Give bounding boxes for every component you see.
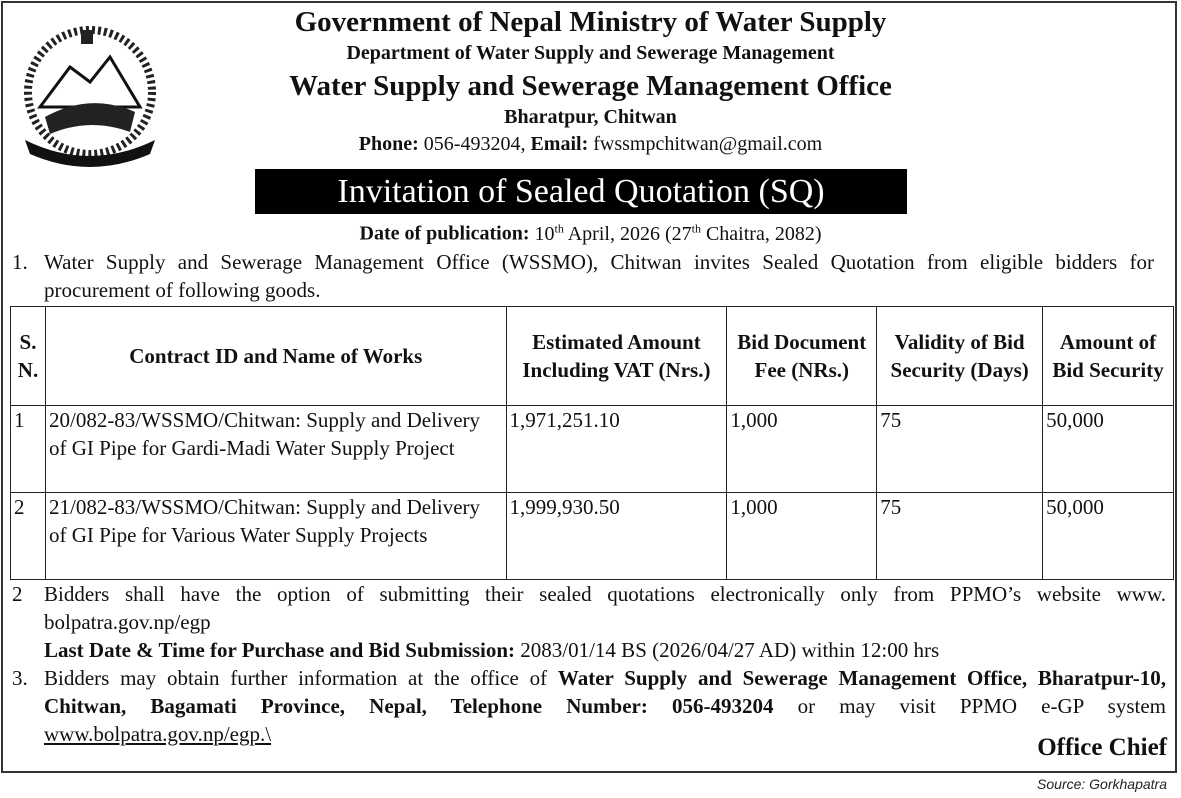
table-row	[11, 493, 1174, 580]
cell-fee: 1,000	[727, 406, 877, 493]
col-bid-security: Amount of Bid Security	[1043, 307, 1174, 406]
np-date: Chaitra, 2082)	[700, 222, 822, 245]
phone-label: Phone:	[358, 133, 419, 155]
publication-date	[0, 221, 1181, 246]
para2-text: Bidders shall have the option of submitting their sealed quotations electronically only from PPMO’s website www. bolpatra.gov.np/egp	[44, 582, 1166, 634]
cell-amount: 1,999,930.50	[506, 493, 727, 580]
para1-text: Water Supply and Sewerage Management Office (WSSMO), Chitwan invites Sealed Quotation from eligible bidders for procurement of following goods.	[44, 250, 1154, 302]
table-header-row	[11, 307, 1174, 406]
col-bid-fee: Bid Document Fee (NRs.)	[727, 307, 877, 406]
table-row	[11, 406, 1174, 493]
signature-office-chief: Office Chief	[1037, 734, 1167, 761]
para2-number: 2	[12, 582, 23, 606]
notice-banner: Invitation of Sealed Quotation (SQ)	[255, 169, 907, 214]
source-credit: Source: Gorkhapatra	[1037, 776, 1167, 792]
col-estimated-amount: Estimated Amount Including VAT (Nrs.)	[506, 307, 727, 406]
contracts-table	[10, 306, 1174, 580]
cell-security: 50,000	[1043, 493, 1174, 580]
deadline-value: 2083/01/14 BS (2026/04/27 AD) within 12:00 hrs	[515, 638, 940, 662]
email-label: Email:	[530, 133, 589, 155]
date-label: Date of publication:	[359, 222, 530, 245]
ministry-title: Government of Nepal Ministry of Water Supply	[294, 6, 887, 38]
col-contract: Contract ID and Name of Works	[45, 307, 506, 406]
department-title: Department of Water Supply and Sewerage Management	[346, 42, 835, 64]
col-validity: Validity of Bid Security (Days)	[877, 307, 1043, 406]
date-day: 10	[529, 222, 555, 245]
egp-link[interactable]: www.bolpatra.gov.np/egp.\	[44, 722, 272, 746]
date-month-year: April, 2026 (27	[563, 222, 692, 245]
deadline-line	[44, 636, 1166, 664]
para1-number: 1.	[12, 250, 28, 274]
cell-sn: 2	[11, 493, 46, 580]
cell-contract: 20/082-83/WSSMO/Chitwan: Supply and Delivery of GI Pipe for Gardi-Madi Water Supply Project	[45, 406, 506, 493]
cell-validity: 75	[877, 493, 1043, 580]
cell-security: 50,000	[1043, 406, 1174, 493]
col-sn: S. N.	[11, 307, 46, 406]
office-location: Bharatpur, Chitwan	[504, 106, 677, 128]
cell-validity: 75	[877, 406, 1043, 493]
para3-text-1: Bidders may obtain further information at the office of	[44, 666, 558, 690]
date-sup: th	[554, 221, 564, 235]
contact-line	[0, 133, 1181, 156]
np-date-sup: th	[691, 221, 701, 235]
cell-sn: 1	[11, 406, 46, 493]
cell-contract: 21/082-83/WSSMO/Chitwan: Supply and Delivery of GI Pipe for Various Water Supply Projects	[45, 493, 506, 580]
cell-fee: 1,000	[727, 493, 877, 580]
office-title: Water Supply and Sewerage Management Office	[289, 70, 892, 102]
deadline-label: Last Date & Time for Purchase and Bid Submission:	[44, 638, 516, 662]
para3-text-2: or may visit PPMO e-GP system	[773, 694, 1167, 718]
office-address: Water Supply and Sewerage Management Office, Bharatpur-10, Chitwan, Bagamati Province, Nepal, Telephone Number: 056-493204	[44, 666, 1166, 718]
cell-amount: 1,971,251.10	[506, 406, 727, 493]
para3-text	[44, 664, 1166, 748]
phone-value: 056-493204,	[418, 133, 531, 155]
para3-number: 3.	[12, 666, 28, 690]
email-value: fwssmpchitwan@gmail.com	[588, 133, 823, 155]
